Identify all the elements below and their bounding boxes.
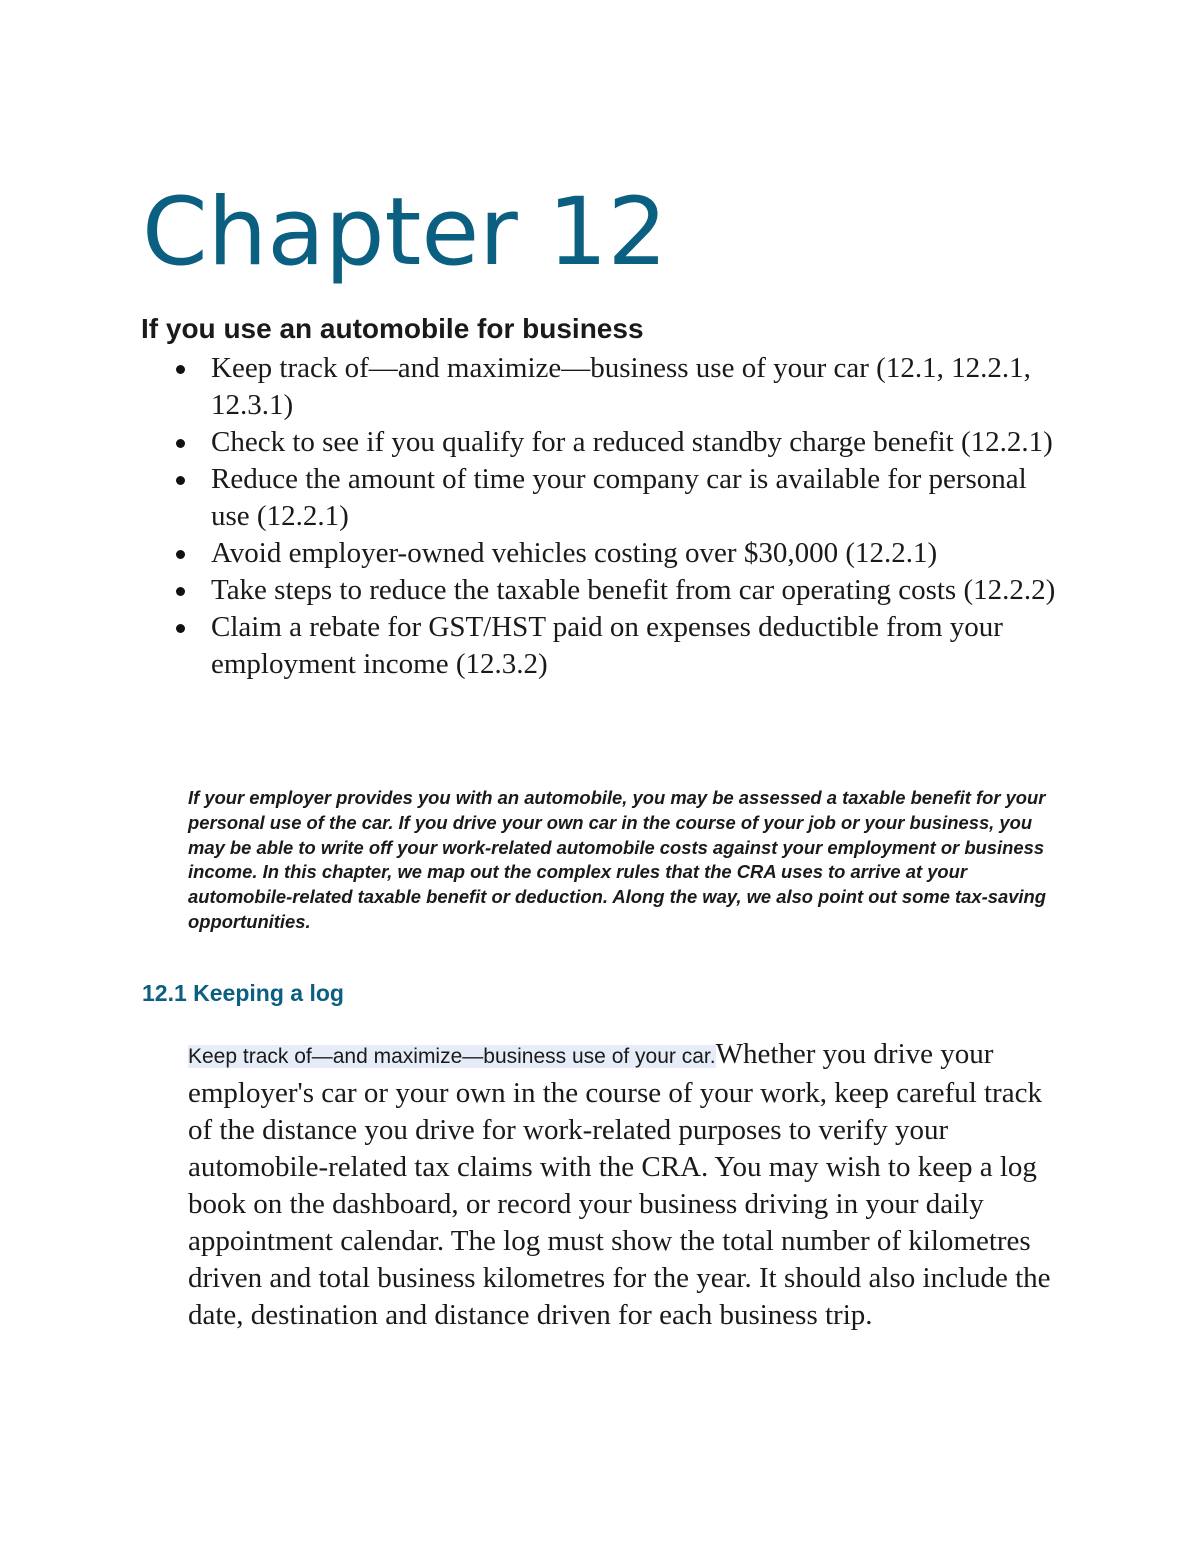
bullet-dot-icon (176, 439, 185, 448)
bullet-dot-icon (176, 365, 185, 374)
summary-heading: If you use an automobile for business (141, 313, 644, 344)
bullet-text: Avoid employer-owned vehicles costing over $30,000 (12.2.1) (211, 537, 938, 569)
bullet-text: Take steps to reduce the taxable benefit from car operating costs (12.2.2) (211, 574, 1056, 606)
list-item (160, 461, 1060, 535)
paragraph-body-text: Whether you drive your employer's car or your own in the course of your work, keep careful track of the distance you drive for work-related purposes to verify your automobile-related tax claims with the CRA. You may wish to keep a log book on the dashboard, or record your business driving in your daily appointment calendar. The log must show the total number of kilometres driven and total business kilometres for the year. It should also include the date, destination and distance driven for each business trip. (188, 1038, 1051, 1331)
highlighted-lead-text: Keep track of—and maximize—business use of your car. (188, 1045, 716, 1068)
bullet-text: Keep track of—and maximize—business use of your car (12.1, 12.2.1, 12.3.1) (211, 352, 1031, 421)
summary-bullet-list (160, 350, 1060, 683)
bullet-dot-icon (176, 587, 185, 596)
bullet-dot-icon (176, 476, 185, 485)
intro-paragraph: If your employer provides you with an automobile, you may be assessed a taxable benefit for your personal use of the car. If you drive your own car in the course of your job or your business, you may be able to write off your work-related automobile costs against your employment or business income. In this chapter, we map out the complex rules that the CRA uses to arrive at your automobile-related taxable benefit or deduction. Along the way, we also point out some tax-saving opportunities. (188, 787, 1047, 932)
list-item (160, 535, 1060, 572)
list-item (160, 350, 1060, 424)
list-item (160, 424, 1060, 461)
bullet-text: Check to see if you qualify for a reduced standby charge benefit (12.2.1) (211, 426, 1053, 458)
list-item (160, 572, 1060, 609)
bullet-text: Reduce the amount of time your company car is available for personal use (12.2.1) (211, 463, 1027, 532)
list-item (160, 609, 1060, 683)
section-12-1-paragraph (188, 1036, 1068, 1334)
chapter-title: Chapter 12 (142, 178, 668, 287)
bullet-dot-icon (176, 624, 185, 633)
bullet-text: Claim a rebate for GST/HST paid on expenses deductible from your employment income (12.3.2) (211, 611, 1003, 680)
bullet-dot-icon (176, 550, 185, 559)
section-heading-12-1: 12.1 Keeping a log (142, 980, 344, 1006)
